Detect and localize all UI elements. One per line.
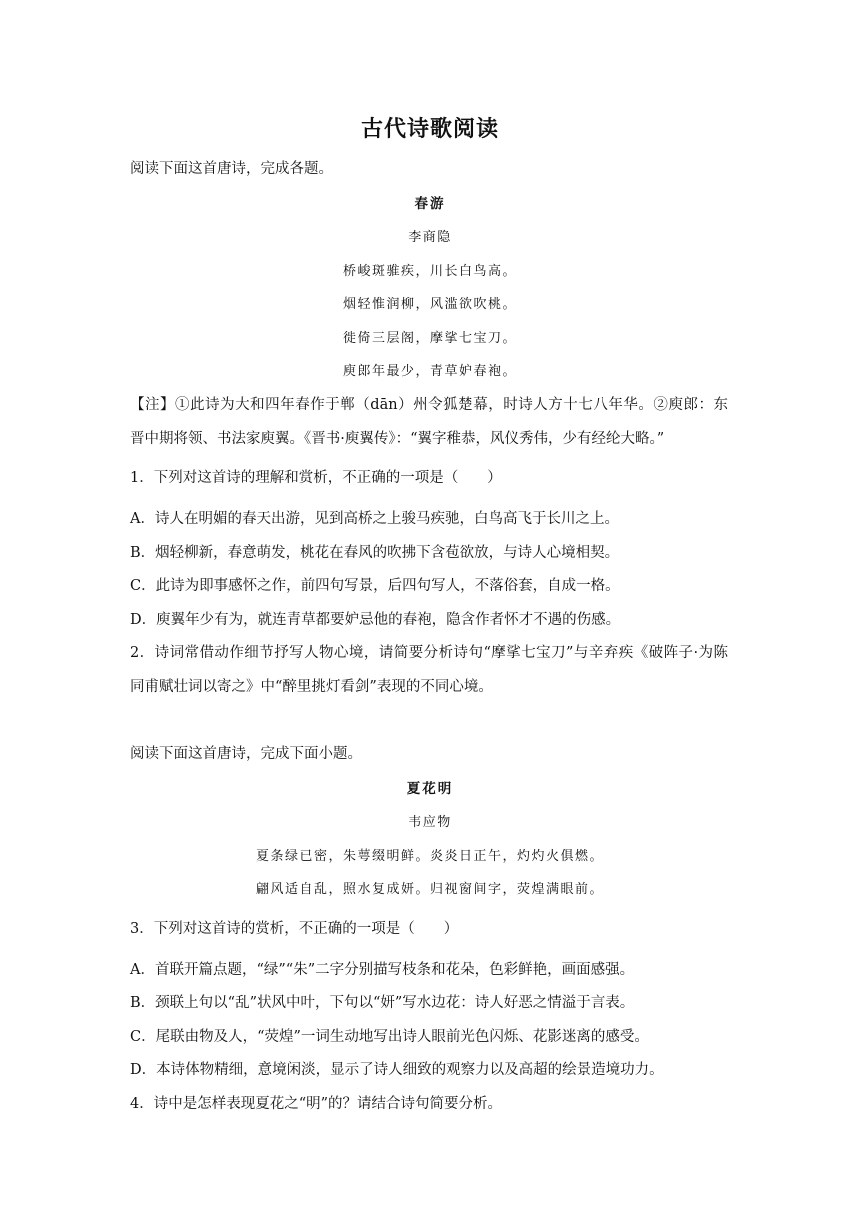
poem1-note-line-2: 晋中期将领、书法家庾翼。《晋书·庾翼传》：“翼字稚恭，风仪秀伟，少有经纶大略。” bbox=[130, 431, 665, 447]
poem1-line-2: 烟轻惟润柳，风滥欲吹桃。 bbox=[342, 297, 517, 312]
question-3-option-d: D．本诗体物精细，意境闲淡，显示了诗人细致的观察力以及高超的绘景造境功力。 bbox=[130, 1062, 664, 1078]
poem2-title: 夏花明 bbox=[406, 781, 454, 797]
poem1-note-line-1: 【注】①此诗为大和四年春作于郸（dān）州令狐楚幕，时诗人方十七八年华。②庾郎：东 bbox=[130, 397, 728, 413]
question-3-option-c: C．尾联由物及人，“荧煌”一词生动地写出诗人眼前光色闪烁、花影迷离的感受。 bbox=[130, 1029, 649, 1045]
question-2-line-2: 同甫赋壮词以寄之》中“醉里挑灯看剑”表现的不同心境。 bbox=[130, 679, 493, 695]
question-1-option-d: D．庾翼年少有为，就连青草都要妒忌他的春袍，隐含作者怀才不遇的伤感。 bbox=[130, 612, 621, 628]
poem2-line-1: 夏条绿已密，朱萼缀明鲜。炎炎日正午，灼灼火俱燃。 bbox=[255, 849, 604, 864]
page-title: 古代诗歌阅读 bbox=[360, 116, 499, 142]
question-1-option-a: A．诗人在明媚的春天出游，见到高桥之上骏马疾驰，白鸟高飞于长川之上。 bbox=[130, 511, 619, 527]
poem1-line-3: 徙倚三层阁，摩挲七宝刀。 bbox=[342, 331, 517, 346]
question-1: 1．下列对这首诗的理解和赏析，不正确的一项是（ ） bbox=[130, 470, 502, 486]
poem2-line-2: 翩风适自乱，照水复成妍。归视窗间字，荧煌满眼前。 bbox=[255, 882, 604, 897]
question-4: 4．诗中是怎样表现夏花之“明”的？请结合诗句简要分析。 bbox=[130, 1096, 503, 1112]
poem2-author: 韦应物 bbox=[408, 815, 452, 830]
question-1-option-c: C．此诗为即事感怀之作，前四句写景，后四句写人，不落俗套，自成一格。 bbox=[130, 578, 620, 594]
question-2-line-1: 2．诗词常借动作细节抒写人物心境，请简要分析诗句“摩挲七宝刀”与辛弃疾《破阵子·为陈 bbox=[130, 645, 728, 661]
poem1-line-4: 庾郎年最少，青草妒春袍。 bbox=[342, 364, 517, 379]
poem1-title: 春游 bbox=[414, 196, 446, 212]
poem1-line-1: 桥峻斑骓疾，川长白鸟高。 bbox=[342, 264, 517, 279]
poem1-author: 李商隐 bbox=[408, 230, 452, 245]
question-3-option-b: B．颈联上句以“乱”状风中叶，下句以“妍”写水边花：诗人好恶之情溢于言表。 bbox=[130, 995, 635, 1011]
question-3: 3．下列对这首诗的赏析，不正确的一项是（ ） bbox=[130, 921, 459, 937]
section1-instruction: 阅读下面这首唐诗，完成各题。 bbox=[130, 161, 333, 177]
question-3-option-a: A．首联开篇点题，“绿”“朱”二字分别描写枝条和花朵，色彩鲜艳，画面感强。 bbox=[130, 962, 635, 978]
question-1-option-b: B．烟轻柳新，春意萌发，桃花在春风的吹拂下含苞欲放，与诗人心境相契。 bbox=[130, 545, 620, 561]
section2-instruction: 阅读下面这首唐诗，完成下面小题。 bbox=[130, 746, 362, 762]
